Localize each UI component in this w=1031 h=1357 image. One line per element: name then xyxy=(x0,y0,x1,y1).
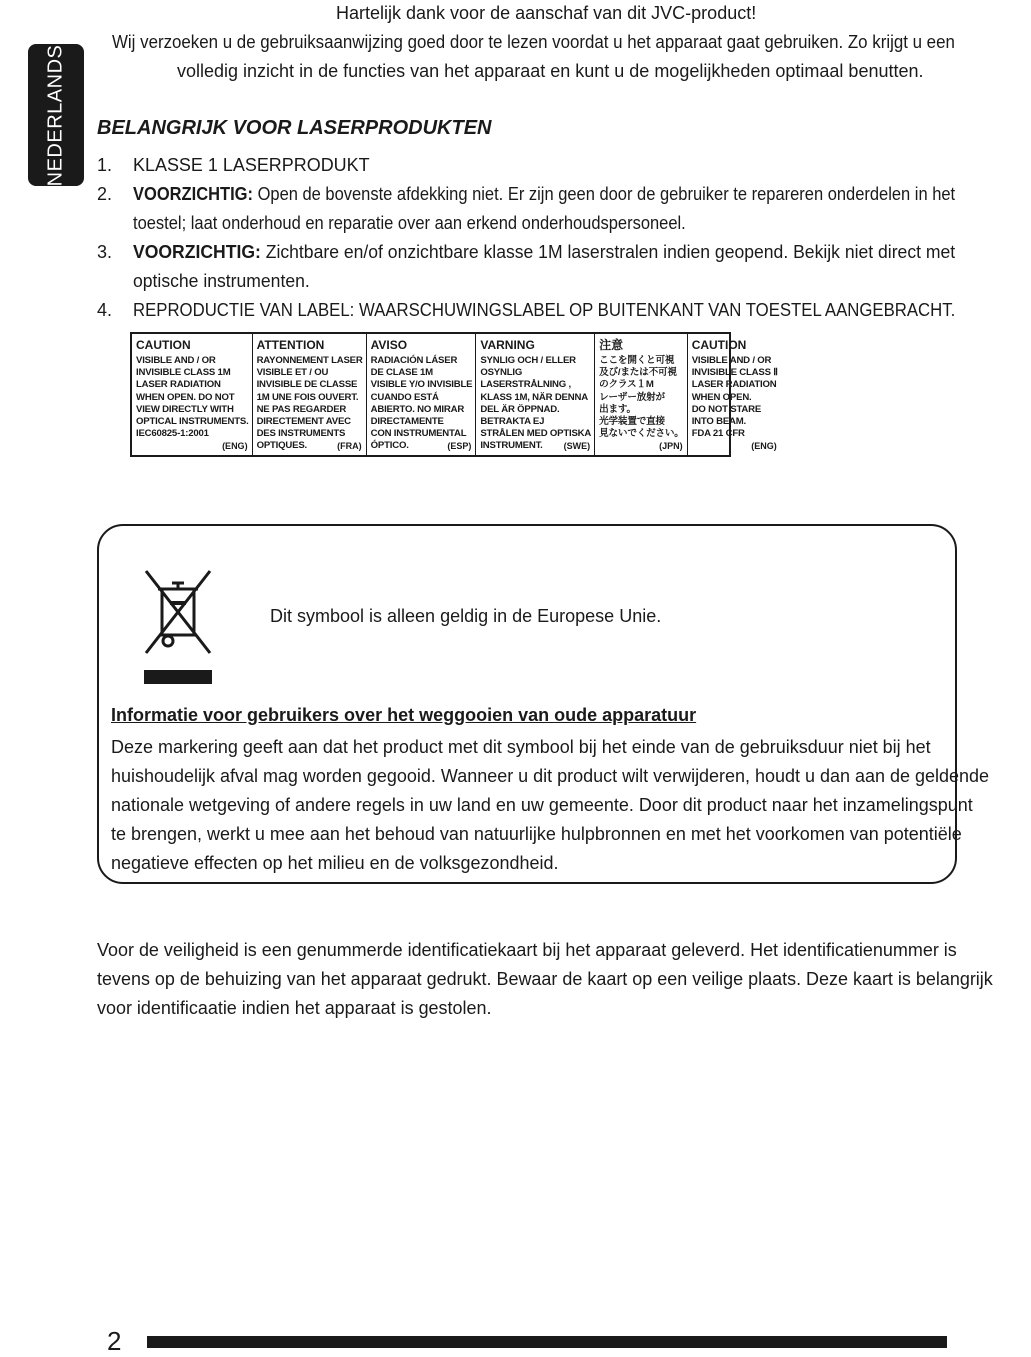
list-item-line xyxy=(133,209,955,238)
page-number: 2 xyxy=(107,1326,122,1356)
caution-panel-line: INSTRUMENT. xyxy=(480,440,543,452)
caution-label xyxy=(130,332,778,457)
warning-label: VOORZICHTIG: xyxy=(133,184,253,204)
caution-panel-line: ÓPTICO. xyxy=(370,440,409,452)
caution-panel-line: DIRECTAMENTE xyxy=(370,416,444,428)
caution-panel xyxy=(253,334,367,455)
caution-panel-line: CUANDO ESTÁ xyxy=(370,391,439,403)
caution-panel-line: DO NOT STARE xyxy=(691,403,762,415)
caution-panel-line: INTO BEAM. xyxy=(691,416,747,428)
caution-panel-line: DE CLASE 1M xyxy=(370,367,433,379)
language-tab xyxy=(28,44,84,186)
eu-symbol-note: Dit symbool is alleen geldig in de Europese Unie. xyxy=(270,606,662,626)
list-item-number: 2. xyxy=(97,184,113,204)
identification-line: tevens op de behuizing van het apparaat gedrukt. Bewaar de kaart op een veilige plaats. Deze kaart is belangrijk xyxy=(97,969,993,989)
list-item-text: toestel; laat onderhoud en reparatie over aan erkend onderhoudspersoneel. xyxy=(133,213,686,233)
language-tab-label: NEDERLANDS xyxy=(44,44,67,186)
list-item-number: 4. xyxy=(97,300,113,320)
caution-panel-line: 光学装置で直接 xyxy=(599,416,665,428)
caution-panel-line: ABIERTO. NO MIRAR xyxy=(370,403,465,415)
list-item-line xyxy=(133,296,955,325)
identification-line: Voor de veiligheid is een genummerde identificatiekaart bij het apparaat geleverd. Het identificatienummer is xyxy=(97,940,957,960)
identification-paragraph xyxy=(97,936,993,1023)
list-item-number: 1. xyxy=(97,155,113,175)
caution-panel xyxy=(132,334,253,455)
caution-panel-line: LASER RADIATION xyxy=(136,379,221,391)
caution-panel-line: DEL ÄR ÖPPNAD. xyxy=(480,403,560,415)
caution-panel xyxy=(688,334,781,455)
caution-panel-line: SYNLIG OCH / ELLER xyxy=(480,355,576,366)
caution-panel-line: 見ないでください。 xyxy=(599,428,684,440)
caution-panel-heading: CAUTION xyxy=(691,338,747,352)
caution-panel-line: INVISIBLE DE CLASSE xyxy=(256,379,358,391)
laser-list-item xyxy=(97,180,957,238)
caution-panel-line: WHEN OPEN. DO NOT xyxy=(136,391,235,403)
caution-panel-heading: CAUTION xyxy=(136,338,191,352)
laser-list-item xyxy=(97,296,957,325)
caution-panel-line: のクラス１M xyxy=(599,379,654,391)
caution-panel xyxy=(595,334,688,455)
caution-panel-line: BETRAKTA EJ xyxy=(480,416,545,428)
caution-panel-line: INVISIBLE CLASS Ⅱ xyxy=(691,367,778,379)
caution-panel-line: DES INSTRUMENTS xyxy=(256,428,346,440)
caution-panel-line: VISIBLE AND / OR xyxy=(136,355,216,366)
caution-panel-heading: 注意 xyxy=(599,338,624,352)
list-item-text: KLASSE 1 LASERPRODUKT xyxy=(133,155,370,175)
caution-panel-heading: VARNING xyxy=(480,338,535,352)
disposal-text-line: negatieve effecten op het milieu en de volksgezondheid. xyxy=(111,853,559,873)
caution-panel-line: VISIBLE ET / OU xyxy=(256,367,329,379)
caution-panel-line: 出ます。 xyxy=(599,403,636,415)
caution-panel xyxy=(476,334,595,455)
disposal-text-line: Deze markering geeft aan dat het product met dit symbool bij het einde van de gebruiksduur niet bij het xyxy=(111,737,931,757)
caution-panel-line: OPTICAL INSTRUMENTS. xyxy=(136,416,249,428)
list-item-body xyxy=(133,180,1031,238)
laser-list-item xyxy=(97,238,957,296)
caution-panel-line: DIRECTEMENT AVEC xyxy=(256,416,351,428)
caution-panel-line: CON INSTRUMENTAL xyxy=(370,428,467,440)
page-footer-rule xyxy=(147,1336,947,1348)
list-item-text: REPRODUCTIE VAN LABEL: WAARSCHUWINGSLABEL OP BUITENKANT VAN TOESTEL AANGEBRACHT. xyxy=(133,300,956,320)
laser-list xyxy=(97,151,957,325)
crossed-out-wheelie-bin-icon xyxy=(138,567,218,657)
caution-panel-line: WHEN OPEN. xyxy=(691,391,752,403)
caution-panel-language-tag: (ENG) xyxy=(222,440,248,451)
identification-line: voor identificaatie indien het apparaat is gestolen. xyxy=(97,998,492,1018)
caution-panel-language-tag: (ESP) xyxy=(447,440,472,451)
disposal-text-line: nationale wetgeving of andere regels in uw land en uw gemeente. Door dit product naar het inzamelingspunt xyxy=(111,795,973,815)
disposal-date-bar xyxy=(144,670,212,684)
disposal-title: Informatie voor gebruikers over het weggooien van oude apparatuur xyxy=(111,705,697,725)
laser-section-heading: BELANGRIJK VOOR LASERPRODUKTEN xyxy=(97,117,492,139)
list-item-line xyxy=(133,238,955,267)
caution-panel-line: 1M UNE FOIS OUVERT. xyxy=(256,391,359,403)
caution-panel-language-tag: (FRA) xyxy=(337,440,362,451)
caution-panel-line: VIEW DIRECTLY WITH xyxy=(136,403,234,415)
list-item-body xyxy=(133,296,1016,325)
list-item-number: 3. xyxy=(97,242,113,262)
caution-panel-line: STRÅLEN MED OPTISKA xyxy=(480,428,592,440)
intro-thanks: Hartelijk dank voor de aanschaf van dit JVC-product! xyxy=(336,3,757,23)
caution-panel-line: VISIBLE AND / OR xyxy=(691,355,772,366)
caution-panel-line: IEC60825-1:2001 xyxy=(136,428,209,440)
list-item-text: optische instrumenten. xyxy=(133,271,310,291)
intro-line-3: volledig inzicht in de functies van het apparaat en kunt u de mogelijkheden optimaal benutten. xyxy=(177,61,924,81)
disposal-text-line: huishoudelijk afval mag worden gegooid. Wanneer u dit product wilt verwijderen, houdt u dan aan de geldende xyxy=(111,766,990,786)
list-item-body xyxy=(133,238,975,296)
disposal-text xyxy=(111,733,990,878)
caution-panel-line: LASER RADIATION xyxy=(691,379,777,391)
list-item-text: Open de bovenste afdekking niet. Er zijn geen door de gebruiker te repareren onderdelen in het xyxy=(252,184,956,204)
list-item-line xyxy=(133,267,955,296)
list-item-line xyxy=(133,180,955,209)
caution-panel-line: NE PAS REGARDER xyxy=(256,403,347,415)
caution-panel-language-tag: (JPN) xyxy=(659,440,683,451)
laser-list-item xyxy=(97,151,957,180)
caution-panel-line: LASERSTRÅLNING , xyxy=(480,379,571,391)
list-item-line xyxy=(133,151,955,180)
caution-panel-line: RADIACIÓN LÁSER xyxy=(370,355,458,366)
caution-panel-line: OSYNLIG xyxy=(480,367,523,379)
caution-panel-line: FDA 21 CFR xyxy=(691,428,745,440)
caution-panel xyxy=(367,334,477,455)
list-item-text: Zichtbare en/of onzichtbare klasse 1M laserstralen indien geopend. Bekijk niet direct met xyxy=(260,242,956,262)
caution-panel-line: 及び/または不可視 xyxy=(599,367,677,379)
caution-panel-line: RAYONNEMENT LASER xyxy=(256,355,363,366)
caution-panel-heading: ATTENTION xyxy=(256,338,325,352)
list-item-body xyxy=(133,151,957,180)
caution-panel-line: ここを開くと可視 xyxy=(599,355,675,366)
warning-label: VOORZICHTIG: xyxy=(133,242,261,262)
caution-panel-line: INVISIBLE CLASS 1M xyxy=(136,367,231,379)
disposal-text-line: te brengen, werkt u mee aan het behoud van natuurlijke hulpbronnen en met het voorkomen van potentiële xyxy=(111,824,962,844)
intro-line-2: Wij verzoeken u de gebruiksaanwijzing goed door te lezen voordat u het apparaat gaat gebruiken. Zo krijgt u een xyxy=(112,32,955,52)
caution-panel-line: KLASS 1M, NÄR DENNA xyxy=(480,391,588,403)
caution-panel-line: OPTIQUES. xyxy=(256,440,308,452)
caution-panel-line: VISIBLE Y/O INVISIBLE xyxy=(370,379,473,391)
caution-panel-heading: AVISO xyxy=(370,338,408,352)
caution-panel-language-tag: (SWE) xyxy=(563,440,591,451)
caution-panel-language-tag: (ENG) xyxy=(751,440,777,451)
caution-panel-line: レーザー放射が xyxy=(599,391,665,403)
